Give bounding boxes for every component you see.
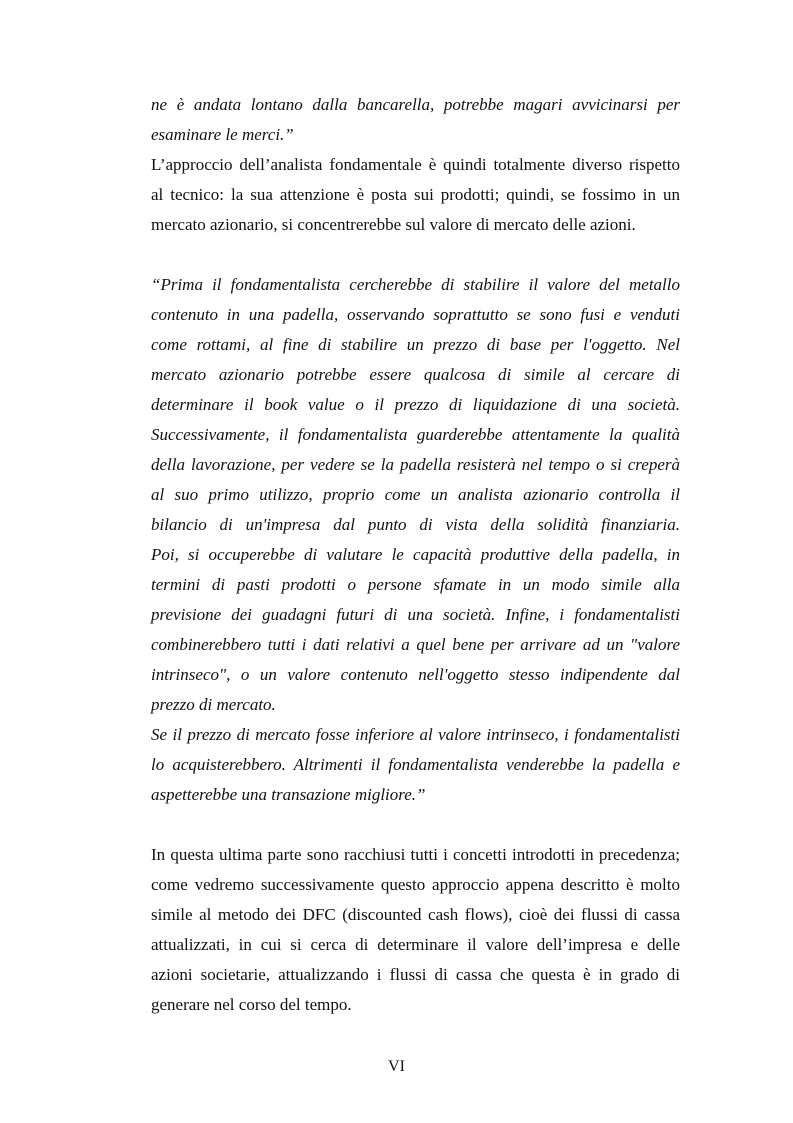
quote-line: Se il prezzo di mercato fosse inferiore al valore intrinseco, i fondamentalisti [151,725,680,744]
paragraph-line: simile al metodo dei DFC (discounted cash flows), cioè dei flussi di cassa [151,905,680,924]
quote-line: prezzo di mercato. [151,695,276,714]
quote-line: lo acquisterebbero. Altrimenti il fondamentalista venderebbe la padella e [151,755,680,774]
quote-line: contenuto in una padella, osservando soprattutto se sono fusi e venduti [151,305,680,324]
paragraph-line: attualizzati, in cui si cerca di determinare il valore dell’impresa e delle [151,935,680,954]
quote-end-line: ne è andata lontano dalla bancarella, potrebbe magari avvicinarsi per [151,95,680,114]
quote-line: intrinseco", o un valore contenuto nell'oggetto stesso indipendente dal [151,665,680,684]
quote-line: al suo primo utilizzo, proprio come un analista azionario controlla il [151,485,680,504]
quote-line: determinare il book value o il prezzo di liquidazione di una società. [151,395,680,414]
quote-line: “Prima il fondamentalista cercherebbe di stabilire il valore del metallo [151,275,680,294]
paragraph-line: generare nel corso del tempo. [151,995,352,1014]
paragraph-line: come vedremo successivamente questo approccio appena descritto è molto [151,875,680,894]
quote-line: mercato azionario potrebbe essere qualcosa di simile al cercare di [151,365,680,384]
quote-line: termini di pasti prodotti o persone sfamate in un modo simile alla [151,575,680,594]
paragraph-line: al tecnico: la sua attenzione è posta sui prodotti; quindi, se fossimo in un [151,185,680,204]
quote-line: bilancio di un'impresa dal punto di vista della solidità finanziaria. [151,515,680,534]
paragraph-line: In questa ultima parte sono racchiusi tutti i concetti introdotti in precedenza; [151,845,680,864]
quote-line: della lavorazione, per vedere se la padella resisterà nel tempo o si creperà [151,455,680,474]
quote-line: come rottami, al fine di stabilire un prezzo di base per l'oggetto. Nel [151,335,680,354]
quote-line: Poi, si occuperebbe di valutare le capacità produttive della padella, in [151,545,680,564]
quote-line: Successivamente, il fondamentalista guarderebbe attentamente la qualità [151,425,680,444]
quote-end-line: esaminare le merci.” [151,125,294,144]
paragraph-line: L’approccio dell’analista fondamentale è quindi totalmente diverso rispetto [151,155,680,174]
quote-line: combinerebbero tutti i dati relativi a quel bene per arrivare ad un "valore [151,635,680,654]
quote-line: previsione dei guadagni futuri di una società. Infine, i fondamentalisti [151,605,680,624]
paragraph-line: mercato azionario, si concentrerebbe sul valore di mercato delle azioni. [151,215,636,234]
page-number: VI [388,1058,405,1075]
quote-line: aspetterebbe una transazione migliore.” [151,785,426,804]
paragraph-line: azioni societarie, attualizzando i flussi di cassa che questa è in grado di [151,965,680,984]
